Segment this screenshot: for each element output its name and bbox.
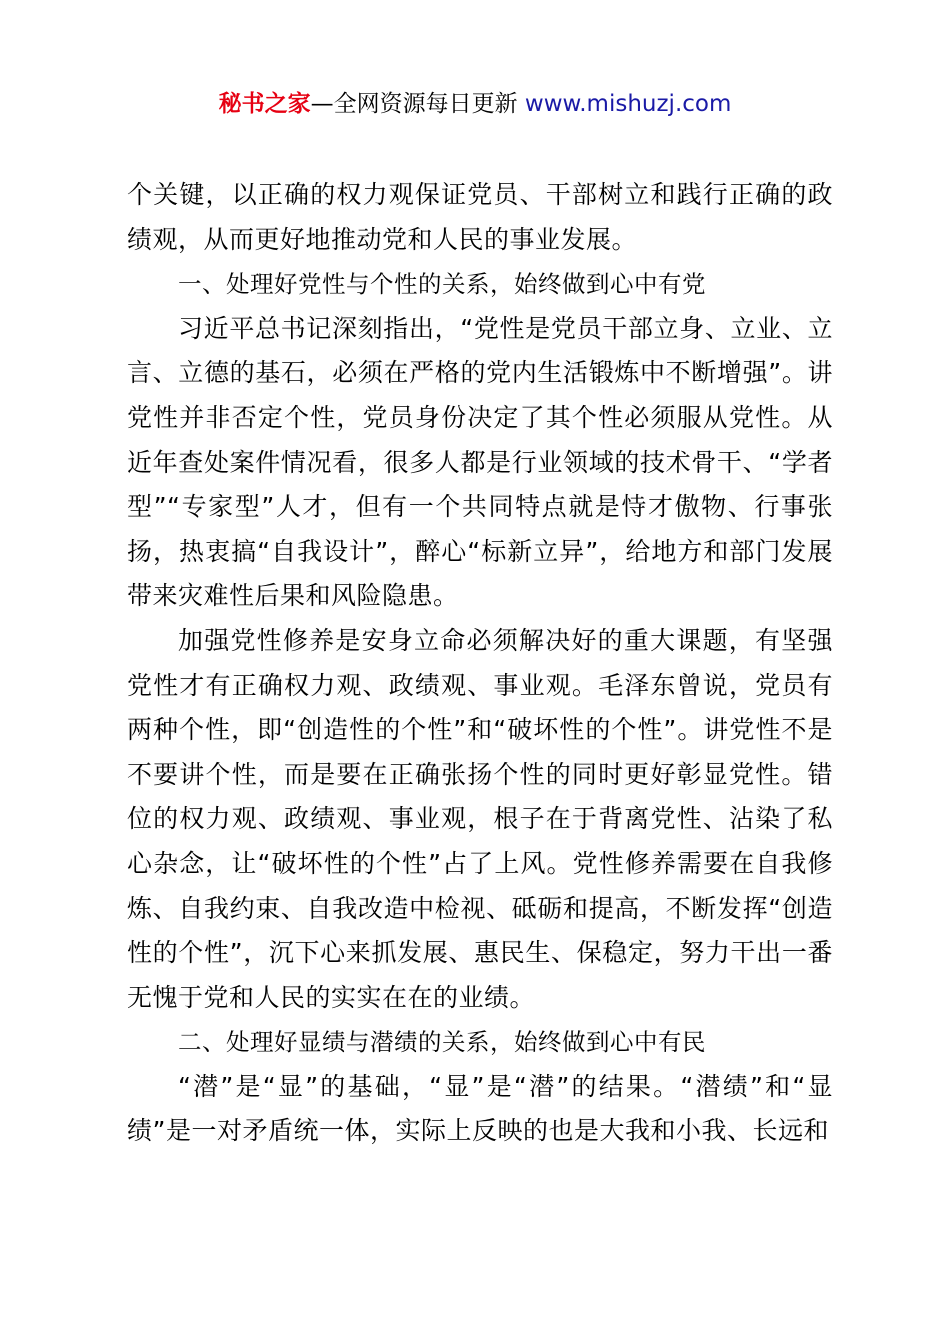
site-tagline: —全网资源每日更新 xyxy=(310,91,525,117)
paragraph: “潜”是“显”的基础，“显”是“潜”的结果。“潜绩”和“显绩”是一对矛盾统一体，实际上反映的也是大我和小我、长远和 xyxy=(127,1071,833,1146)
site-brand: 秘书之家 xyxy=(218,91,311,117)
section-heading-2: 二、处理好显绩与潜绩的关系，始终做到心中有民 xyxy=(178,1028,706,1057)
document-body xyxy=(127,173,833,1154)
paragraph: 习近平总书记深刻指出，“党性是党员干部立身、立业、立言、立德的基石，必须在严格的党内生活锻炼中不断增强”。讲党性并非否定个性，党员身份决定了其个性必须服从党性。从近年查处案件情况看，很多人都是行业领域的技术骨干、“学者型”“专家型”人才，但有一个共同特点就是恃才傲物、行事张扬，热衷搞“自我设计”，醉心“标新立异”，给地方和部门发展带来灾难性后果和风险隐患。 xyxy=(127,313,833,611)
site-url-link[interactable]: www.mishuzj.com xyxy=(524,91,732,117)
paragraph-continuation: 个关键，以正确的权力观保证党员、干部树立和践行正确的政绩观，从而更好地推动党和人民的事业发展。 xyxy=(127,180,833,254)
page-header xyxy=(0,86,950,122)
section-heading-1: 一、处理好党性与个性的关系，始终做到心中有党 xyxy=(178,270,706,299)
paragraph: 加强党性修养是安身立命必须解决好的重大课题，有坚强党性才有正确权力观、政绩观、事业观。毛泽东曾说，党员有两种个性，即“创造性的个性”和“破坏性的个性”。讲党性不是不要讲个性，而是要在正确张扬个性的同时更好彰显党性。错位的权力观、政绩观、事业观，根子在于背离党性、沾染了私心杂念，让“破坏性的个性”占了上风。党性修养需要在自我修炼、自我约束、自我改造中检视、砥砺和提高，不断发挥“创造性的个性”，沉下心来抓发展、惠民生、保稳定，努力干出一番无愧于党和人民的实实在在的业绩。 xyxy=(127,625,833,1012)
